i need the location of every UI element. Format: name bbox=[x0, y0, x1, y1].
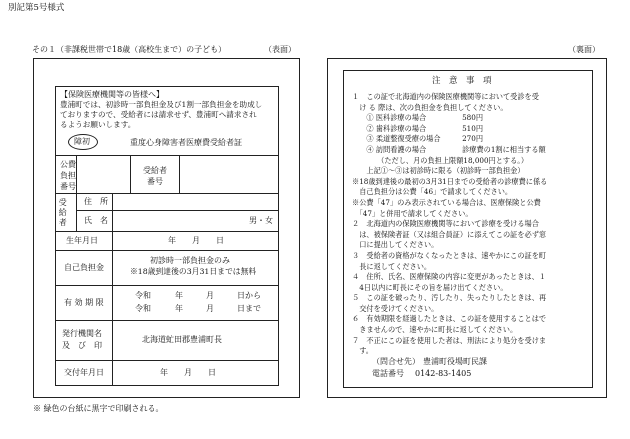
back-note-line: す。 bbox=[352, 346, 373, 356]
card-title: 重度心身障害者医療費受給者証 bbox=[130, 138, 242, 147]
back-note-line: ② 歯科診療の場合 510円 bbox=[352, 123, 484, 133]
back-note-line: ※18歳到達後の最初の3月31日までの受給者の診療費に係る bbox=[352, 176, 548, 186]
notice-line-2: ておりますので、受給者には請求せず、豊浦町へ請求され bbox=[60, 110, 257, 119]
back-note-line: ① 医科診療の場合 580円 bbox=[352, 113, 484, 123]
notice-title: 【保険医療機関等の皆様へ】 bbox=[60, 90, 164, 99]
phone-label: 電話番号 bbox=[372, 369, 404, 378]
back-note-line: ２ 北海道内の保険医療機関等において診療を受ける場合 bbox=[352, 219, 539, 229]
back-note-line: ５ この証を破ったり、汚したり、失ったりしたときは、再 bbox=[352, 293, 547, 303]
back-label: （裏面） bbox=[568, 45, 600, 54]
back-note-line: ３ 受給者の資格がなくなったときは、速やかにこの証を町 bbox=[352, 250, 547, 260]
back-note-line: 4日以内に町長にその旨を届け出てください。 bbox=[352, 282, 508, 292]
validity-from-year: 年 bbox=[175, 291, 183, 300]
back-note-line: 自己負担分は公費「46」で請求してください。 bbox=[352, 187, 513, 197]
validity-from-day: 日から bbox=[237, 291, 261, 300]
issue-date-label: 交付年月日 bbox=[64, 368, 104, 377]
back-note-line: （ただし、月の負担上限額18,000円とする。） bbox=[352, 155, 529, 165]
validity-from-era: 令和 bbox=[135, 291, 151, 300]
back-note-line: きませんので、速やかに町長に返してください。 bbox=[352, 325, 518, 335]
back-note-line: 口に提出してください。 bbox=[352, 240, 439, 250]
insurer-label: 公費 負担 番号 bbox=[60, 160, 76, 191]
footer-note: ※ 緑色の台紙に黒字で印刷される。 bbox=[33, 404, 164, 413]
copay-label: 自己負担金 bbox=[64, 263, 104, 272]
back-note-line: ７ 不正にこの証を使用した者は、刑法により処分を受けま bbox=[352, 335, 547, 345]
validity-to-era: 令和 bbox=[135, 304, 151, 313]
back-note-line: は、被保険者証（又は組合員証）に添えてこの証を必ず窓 bbox=[352, 229, 547, 239]
back-title: 注 意 事 項 bbox=[432, 76, 492, 86]
back-notes bbox=[352, 92, 547, 357]
copay-line-1: 初診時一部負担金のみ bbox=[150, 256, 230, 265]
notice-line-3: るようお願いします。 bbox=[60, 120, 136, 129]
validity-label: 有 効 期 限 bbox=[64, 298, 104, 307]
validity-to-year: 年 bbox=[175, 304, 183, 313]
badge-text: 障初 bbox=[74, 137, 90, 146]
birthdate-value: 年 月 日 bbox=[168, 236, 224, 245]
back-note-line: 交付を受けてください。 bbox=[352, 303, 439, 313]
validity-to-day: 日まで bbox=[237, 304, 261, 313]
back-note-line: 「47」と併用で請求してください。 bbox=[352, 208, 473, 218]
form-number: 別記第5号様式 bbox=[8, 3, 65, 13]
copay-line-2: ※18歳到達後の3月31日までは無料 bbox=[130, 267, 257, 276]
validity-to-month: 月 bbox=[206, 304, 214, 313]
back-note-line: ③ 柔道整復受療の場合 270円 bbox=[352, 134, 484, 144]
back-note-line: ４ 住所、氏名、医療保険の内容に変更があったときは、１ bbox=[352, 272, 546, 282]
recipient-no-label: 受給者 番号 bbox=[143, 166, 167, 186]
back-note-line: ④ 訪問看護の場合 診療費の1割に相当する額 bbox=[352, 144, 546, 154]
back-note-line: ※公費「47」のみ表示されている場合は、医療保険と公費 bbox=[352, 197, 541, 207]
validity-from-month: 月 bbox=[206, 291, 214, 300]
back-note-line: け る 際は、次の負担金を負担してください。 bbox=[352, 102, 508, 112]
contact-org: 豊浦町役場町民課 bbox=[423, 357, 487, 366]
back-note-line: 長に返してください。 bbox=[352, 261, 432, 271]
issuer-value: 北海道虻田郡豊浦町長 bbox=[142, 335, 222, 344]
contact-label: （問合せ先） bbox=[372, 357, 420, 366]
address-label: 住 所 bbox=[84, 197, 108, 206]
recipient-label: 受給者 bbox=[58, 198, 68, 228]
form-subtitle: その１（非課税世帯で18歳（高校生まで）の子ども） bbox=[32, 45, 227, 54]
gender-field: 男・女 bbox=[249, 216, 273, 225]
birthdate-label: 生年月日 bbox=[66, 236, 98, 245]
back-note-line: 上記①～③は初診時に限る（初診時一部負担金） bbox=[352, 166, 525, 176]
name-label: 氏 名 bbox=[84, 216, 108, 225]
back-note-line: １ この証で北海道内の保険医療機関等において受診を受 bbox=[352, 92, 539, 101]
front-label: （表面） bbox=[264, 45, 296, 54]
issue-date-value: 年 月 日 bbox=[160, 368, 216, 377]
issuer-label: 発行機関名 及 び 印 bbox=[62, 329, 102, 350]
back-note-line: ６ 有効期限を経過したときは、この証を使用することはで bbox=[352, 314, 547, 324]
notice-line-1: 豊浦町では、初診時一部負担金及び1割一部負担金を助成し bbox=[60, 100, 263, 109]
phone-number: 0142-83-1405 bbox=[415, 369, 472, 378]
